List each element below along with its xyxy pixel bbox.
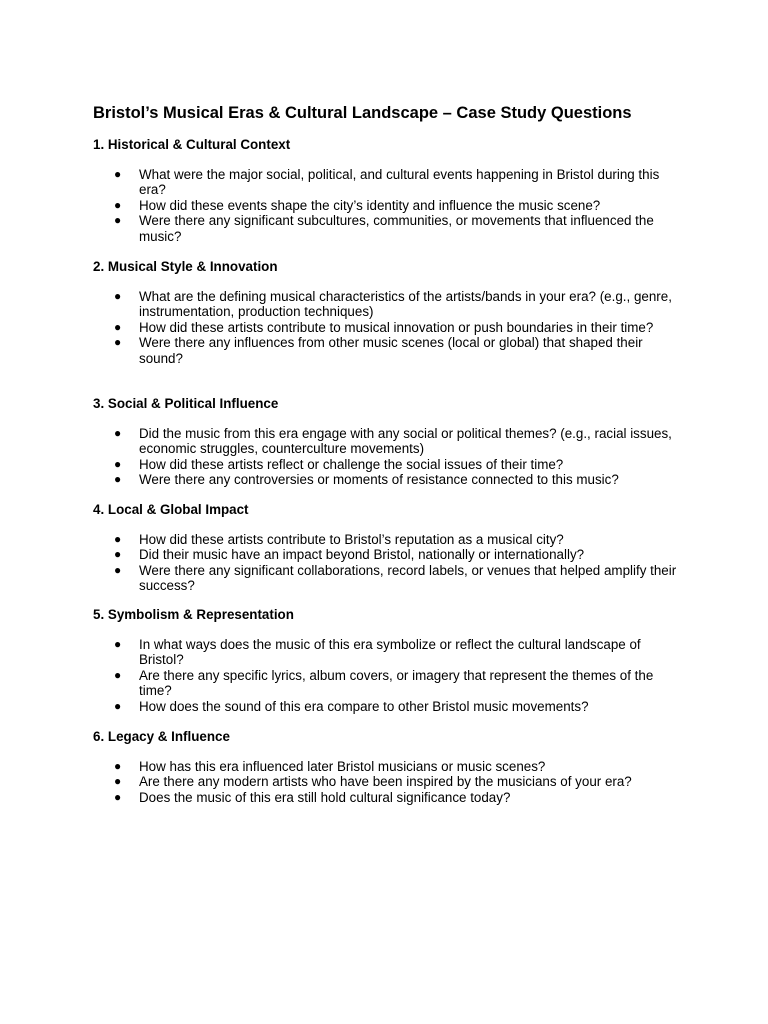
section-heading: 2. Musical Style & Innovation <box>93 259 278 274</box>
bullet-icon: ● <box>114 562 122 577</box>
question-text: How did these events shape the city’s identity and influence the music scene? <box>139 197 601 213</box>
question-text: Did their music have an impact beyond Bristol, nationally or internationally? <box>139 547 585 563</box>
question-item <box>93 637 679 668</box>
section-heading: 5. Symbolism & Representation <box>93 607 294 622</box>
question-item <box>93 759 679 774</box>
bullet-icon: ● <box>114 547 122 562</box>
section-social-political-influence <box>93 396 693 488</box>
question-text: What are the defining musical characteristics of the artists/bands in your era? (e.g., genre, instrumentation, production techniques) <box>139 289 672 320</box>
question-item <box>93 167 679 198</box>
section-local-global-impact <box>93 502 693 594</box>
section-legacy-influence <box>93 729 693 805</box>
question-item <box>93 320 679 335</box>
question-text: Were there any influences from other music scenes (local or global) that shaped their sound? <box>139 335 643 366</box>
bullet-icon: ● <box>114 456 122 471</box>
question-list <box>93 532 693 594</box>
question-text: How did these artists contribute to musical innovation or push boundaries in their time? <box>139 319 654 335</box>
section-heading: 6. Legacy & Influence <box>93 729 230 744</box>
question-item <box>93 457 679 472</box>
section-musical-style-innovation <box>93 259 693 366</box>
bullet-icon: ● <box>114 789 122 804</box>
question-text: How has this era influenced later Bristol musicians or music scenes? <box>139 759 546 774</box>
question-item <box>93 790 679 805</box>
question-text: In what ways does the music of this era symbolize or reflect the cultural landscape of Bristol? <box>139 637 641 668</box>
document-title: Bristol’s Musical Eras & Cultural Landscape – Case Study Questions <box>93 104 632 122</box>
question-text: Were there any significant collaborations, record labels, or venues that helped amplify their success? <box>139 562 677 594</box>
bullet-icon: ● <box>114 167 122 181</box>
question-list <box>93 426 693 488</box>
bullet-icon: ● <box>114 472 122 487</box>
section-heading: 3. Social & Political Influence <box>93 396 279 411</box>
question-item <box>93 563 679 594</box>
question-text: Did the music from this era engage with any social or political themes? (e.g., racial issues, economic struggles, counterculture movements) <box>139 426 672 457</box>
question-item <box>93 213 679 244</box>
question-item <box>93 289 679 320</box>
question-text: Were there any controversies or moments of resistance connected to this music? <box>139 472 619 488</box>
question-item <box>93 699 679 714</box>
bullet-icon: ● <box>114 335 122 350</box>
question-text: Were there any significant subcultures, communities, or movements that influenced the music? <box>139 213 654 244</box>
question-item <box>93 426 679 457</box>
bullet-icon: ● <box>114 319 122 334</box>
question-item <box>93 774 679 789</box>
question-list <box>93 637 693 714</box>
question-text: Are there any specific lyrics, album covers, or imagery that represent the themes of the time? <box>139 667 654 699</box>
bullet-icon: ● <box>114 197 122 212</box>
question-list <box>93 167 693 244</box>
question-list <box>93 289 693 366</box>
question-item <box>93 472 679 487</box>
section-heading: 1. Historical & Cultural Context <box>93 137 291 152</box>
bullet-icon: ● <box>114 426 122 440</box>
question-item <box>93 335 679 366</box>
bullet-icon: ● <box>114 213 122 228</box>
question-text: How did these artists reflect or challenge the social issues of their time? <box>139 456 564 472</box>
question-item <box>93 198 679 213</box>
question-item <box>93 668 679 699</box>
question-text: How does the sound of this era compare to other Bristol music movements? <box>139 698 589 714</box>
bullet-icon: ● <box>114 759 122 773</box>
question-list <box>93 759 693 805</box>
bullet-icon: ● <box>114 774 122 789</box>
bullet-icon: ● <box>114 637 122 651</box>
question-text: What were the major social, political, and cultural events happening in Bristol during this era? <box>139 167 660 198</box>
bullet-icon: ● <box>114 532 122 546</box>
bullet-icon: ● <box>114 698 122 713</box>
question-text: Does the music of this era still hold cultural significance today? <box>139 789 511 805</box>
bullet-icon: ● <box>114 289 122 303</box>
bullet-icon: ● <box>114 667 122 682</box>
question-text: Are there any modern artists who have been inspired by the musicians of your era? <box>139 774 632 790</box>
question-text: How did these artists contribute to Bristol’s reputation as a musical city? <box>139 532 564 547</box>
question-item <box>93 547 679 562</box>
section-symbolism-representation <box>93 607 693 714</box>
section-heading: 4. Local & Global Impact <box>93 502 249 517</box>
section-historical-cultural-context <box>93 137 693 244</box>
question-item <box>93 532 679 547</box>
